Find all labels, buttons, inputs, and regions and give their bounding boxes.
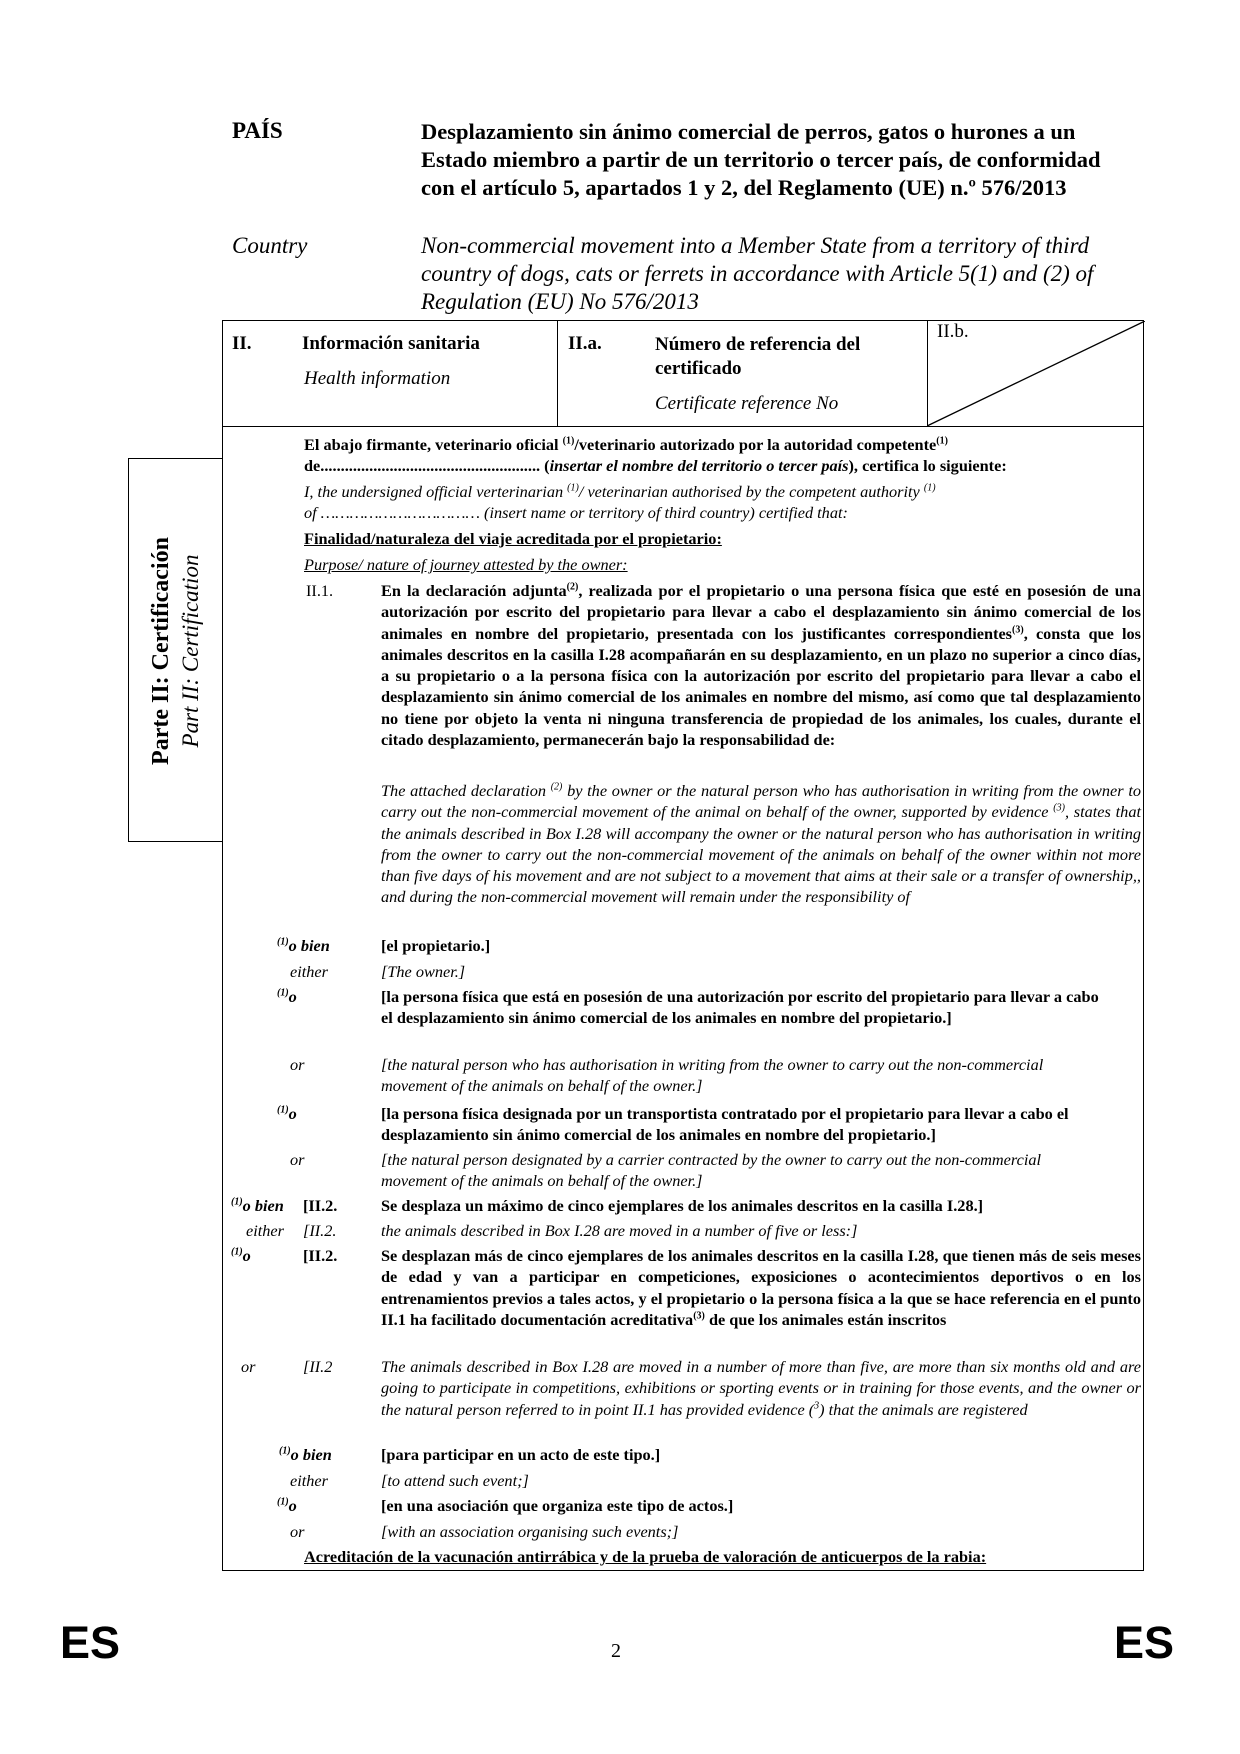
point-ii2-number: [II.2. [303, 1196, 338, 1215]
purpose-heading-en: Purpose/ nature of journey attested by the owner: [304, 555, 628, 574]
option-authorised-person-en: [the natural person who has authorisation in writing from the owner to carry out the non-commercial movement of the animals on behalf of the owner.] [381, 1055, 1044, 1096]
option-marker: $^{(1)}$o [277, 1496, 297, 1515]
point-ii2a-text-en: the animals described in Box I.28 are moved in a number of five or less:] [381, 1221, 858, 1240]
point-ii2b-text-en: The animals described in Box I.28 are moved in a number of more than five, are more than six months old and are going to participate in competitions, exhibitions or sporting events or in training for those events, and the owner or the natural person referred to in point II.1 has provided evidence ($^3$) that the animals are registered [381, 1357, 1141, 1419]
section-title-es: Información sanitaria [302, 333, 480, 354]
language-code-left: ES [60, 1617, 121, 1668]
reference-title-en: Certificate reference No [655, 393, 839, 414]
certificate-title-es: Desplazamiento sin ánimo comercial de perros, gatos o hurones a un Estado miembro a partir de un territorio o tercer país, de conformidad con el artículo 5, apartados 1 y 2, del Reglamento (UE) n.º 576/2013 [421, 119, 1101, 200]
option-carrier-person-en: [the natural person designated by a carrier contracted by the owner to carry out the non-commercial movement of the animals on behalf of the owner.] [381, 1150, 1042, 1191]
option-marker: $^{(1)}$o [277, 987, 297, 1006]
option-marker-en: either [290, 1471, 328, 1490]
option-association-en: [with an association organising such events;] [381, 1522, 679, 1541]
box-iib-label: II.b. [937, 321, 969, 342]
option-carrier-person-es: [la persona física designada por un transportista contratado por el propietario para llevar a cabo el desplazamiento sin ánimo comercial de los animales en nombre del propietario.] [381, 1104, 1069, 1145]
option-association-es: [en una asociación que organiza este tipo de actos.] [381, 1496, 734, 1515]
reference-number-label: II.a. [568, 333, 602, 354]
option-authorised-person-es: [la persona física que está en posesión de una autorización por escrito del propietario para llevar a cabo el desplazamiento sin ánimo comercial de los animales en nombre del propietario.] [381, 987, 1099, 1028]
country-label-es: PAÍS [232, 118, 283, 143]
purpose-heading-es: Finalidad/naturaleza del viaje acreditada por el propietario: [304, 529, 722, 548]
option-marker-en: either [246, 1221, 284, 1240]
option-owner-es: [el propietario.] [381, 936, 491, 955]
part-label-es: Parte II: Certificación [148, 537, 174, 765]
option-owner-en: [The owner.] [381, 962, 466, 981]
intro-en-line1: I, the undersigned official verterinarian $^{(1)}$/ veterinarian authorised by the competent authority $^{(1)}$ [304, 482, 936, 501]
point-ii2-number-en: [II.2 [303, 1357, 333, 1376]
option-marker: $^{(1)}$o bien [231, 1196, 284, 1215]
intro-es-line1: El abajo firmante, veterinario oficial $^{(1)}$/veterinario autorizado por la autoridad competente$^{(1)}$ [304, 435, 948, 454]
option-marker-en: or [290, 1522, 305, 1541]
point-ii2-number: [II.2. [303, 1246, 338, 1265]
option-marker: $^{(1)}$o [231, 1246, 251, 1265]
point-ii1-text-en: The attached declaration $^{(2)}$ by the owner or the natural person who has authorisation in writing from the owner to carry out the non-commercial movement of the animal on behalf of the owner, supported by evidence $^{(3)}$, states that the animals described in Box I.28 will accompany the owner or the natural person who has authorisation in writing from the owner to carry out the non-commercial movement of the animals on behalf of the owner within not more than five days of his movement and are not subject to a movement that aims at their sale or a transfer of ownership,, and during the non-commercial movement will remain under the responsibility of [381, 781, 1141, 907]
point-ii1-text-es: En la declaración adjunta$^{(2)}$, realizada por el propietario o una persona física que esté en posesión de una autorización por escrito del propietario para llevar a cabo el desplazamiento sin ánimo comercial de los animales en nombre del propietario, presentada con los justificantes correspondientes$^{(3)}$, consta que los animales descritos en la casilla I.28 acompañarán en su desplazamiento, en un plazo no superior a cinco días, a su propietario o a la persona física con la autorización por escrito del propietario para llevar a cabo el desplazamiento sin ánimo comercial de los animales en nombre del mismo, así como que tal desplazamiento no tiene por objeto la venta ni ninguna transferencia de propiedad de los animales, los cuales, durante el citado desplazamiento, permanecerán bajo la responsabilidad de: [381, 581, 1141, 750]
point-ii1-number: II.1. [306, 581, 334, 600]
option-marker: $^{(1)}$o bien [279, 1445, 332, 1464]
option-attend-event-es: [para participar en un acto de este tipo.] [381, 1445, 661, 1464]
health-info-header-box [222, 320, 1144, 427]
certificate-title-en: Non-commercial movement into a Member State from a territory of third country of dogs, cats or ferrets in accordance with Article 5(1) and (2) of Regulation (EU) No 576/2013 [421, 233, 1094, 314]
option-marker: $^{(1)}$o bien [277, 936, 330, 955]
section-title-en: Health information [304, 368, 451, 389]
rabies-heading: Acreditación de la vacunación antirrábica y de la prueba de valoración de anticuerpos de la rabia: [304, 1547, 987, 1566]
part-label-en: Part II: Certification [178, 554, 203, 748]
language-code-right: ES [1114, 1617, 1175, 1668]
option-marker-en: or [241, 1357, 256, 1376]
intro-es-line2: de...................................................... (insertar el nombre del territorio o tercer país), certifica lo siguiente: [304, 456, 1007, 475]
part-ii-side-label [128, 458, 222, 842]
point-ii2-number-en: [II.2. [303, 1221, 337, 1240]
reference-title-es: Número de referencia del certificado [655, 334, 861, 379]
intro-en-line2: of …………………………… (insert name or territory of third country) certified that: [304, 503, 848, 522]
option-marker-en: or [290, 1150, 305, 1169]
option-marker-en: either [290, 962, 328, 981]
country-label-en: Country [232, 233, 308, 258]
option-attend-event-en: [to attend such event;] [381, 1471, 529, 1490]
point-ii2b-text-es: Se desplazan más de cinco ejemplares de los animales descritos en la casilla I.28, que tienen más de seis meses de edad y van a participar en competiciones, exposiciones o acontecimientos deportivos o en los entrenamientos previos a tales actos, y el propietario o la persona física a la que se hace referencia en el punto II.1 ha facilitado documentación acreditativa$^{(3)}$ de que los animales están inscritos [381, 1246, 1141, 1329]
page-number: 2 [611, 1640, 621, 1662]
option-marker: $^{(1)}$o [277, 1104, 297, 1123]
section-number: II. [232, 333, 252, 354]
point-ii2a-text-es: Se desplaza un máximo de cinco ejemplares de los animales descritos en la casilla I.28.] [381, 1196, 984, 1215]
option-marker-en: or [290, 1055, 305, 1074]
